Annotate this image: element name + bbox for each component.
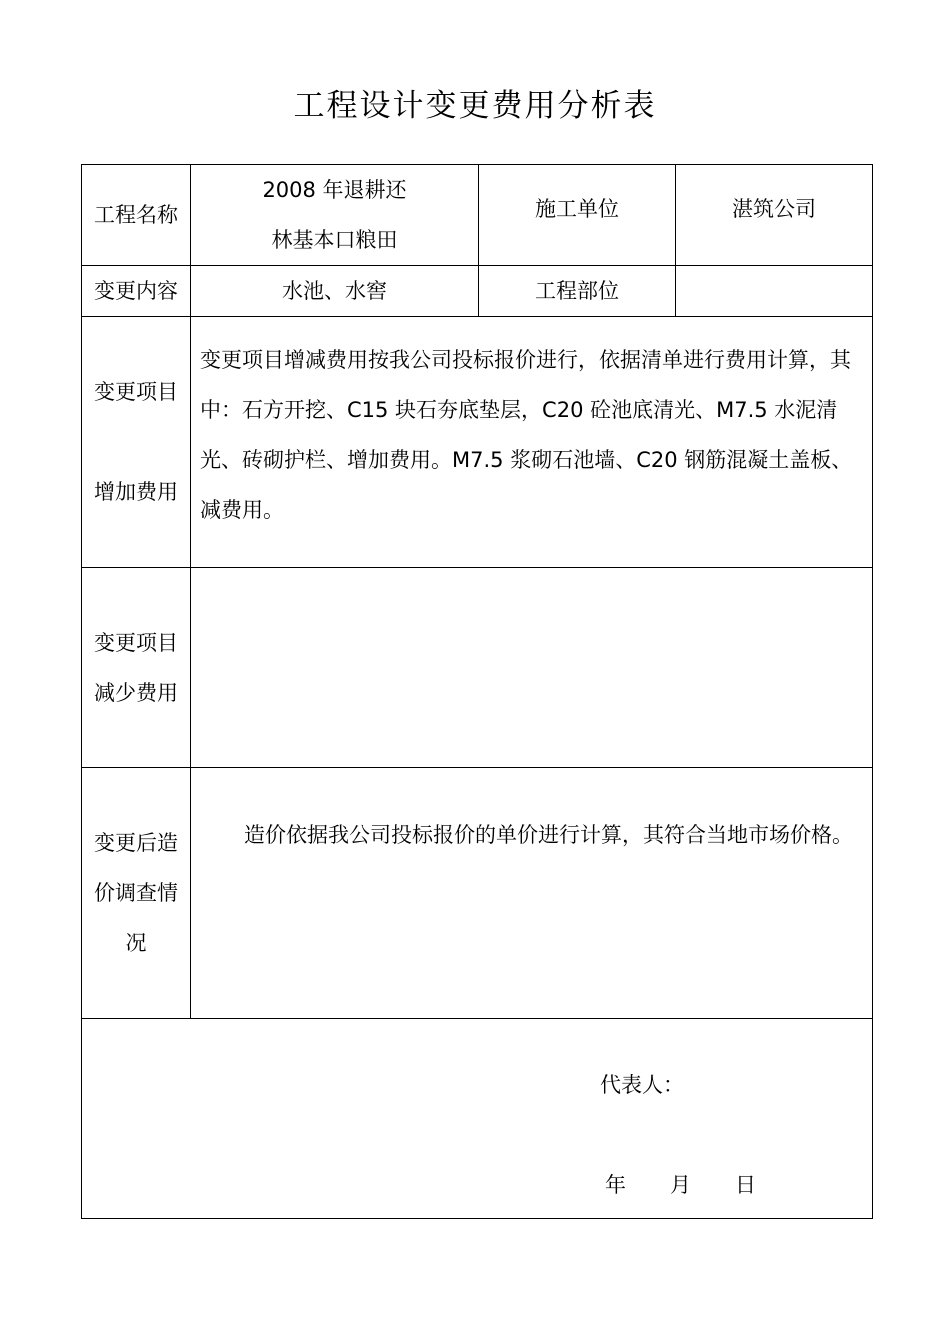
page-title: 工程设计变更费用分析表	[293, 88, 657, 124]
survey-label-line3: 况	[125, 931, 147, 955]
increase-label-line1: 变更项目	[94, 380, 178, 404]
decrease-label-cell	[82, 568, 191, 768]
table-row	[82, 768, 873, 1019]
year-label: 年	[605, 1173, 626, 1197]
change-content-label: 变更内容	[94, 279, 178, 303]
table-row	[82, 266, 873, 317]
change-content-value: 水池、水窖	[282, 279, 387, 303]
project-name-line2: 林基本口粮田	[271, 228, 398, 252]
contractor-value: 湛筑公司	[732, 197, 816, 221]
contractor-value-cell	[676, 165, 873, 266]
survey-label-line2: 价调查情	[94, 881, 178, 905]
decrease-label-line1: 变更项目	[94, 630, 178, 655]
representative-label: 代表人：	[600, 1073, 684, 1097]
table-row	[82, 317, 873, 568]
project-name-label-cell	[82, 165, 191, 266]
project-part-label: 工程部位	[535, 279, 619, 303]
change-content-value-cell	[191, 266, 479, 317]
day-label: 日	[735, 1173, 756, 1197]
signature-date	[605, 1169, 756, 1199]
survey-label-cell	[82, 768, 191, 1019]
table-row	[82, 1019, 873, 1219]
signature-cell	[82, 1019, 873, 1219]
decrease-label-line2: 减少费用	[94, 680, 178, 705]
increase-text-cell	[191, 317, 873, 568]
project-part-label-cell	[479, 266, 676, 317]
table-row	[82, 165, 873, 266]
change-cost-table	[81, 164, 873, 1219]
table-row	[82, 568, 873, 768]
decrease-text-cell	[191, 568, 873, 768]
month-label: 月	[670, 1173, 691, 1197]
project-name-value-cell	[191, 165, 479, 266]
increase-label-cell	[82, 317, 191, 568]
survey-label-line1: 变更后造	[94, 831, 178, 855]
contractor-label-cell	[479, 165, 676, 266]
project-part-value-cell	[676, 266, 873, 317]
survey-text-cell	[191, 768, 873, 1019]
contractor-label: 施工单位	[535, 197, 619, 221]
survey-text: 造价依据我公司投标报价的单价进行计算，其符合当地市场价格。	[244, 823, 853, 847]
increase-label-line2: 增加费用	[94, 480, 178, 504]
project-name-line1: 2008 年退耕还	[262, 178, 407, 202]
change-content-label-cell	[82, 266, 191, 317]
increase-text: 变更项目增减费用按我公司投标报价进行，依据清单进行费用计算，其中：石方开挖、C15 块石夯底垫层，C20 砼池底清光、M7.5 水泥清光、砖砌护栏、增加费用。M7.5 浆砌石池墙、C20 钢筋混凝土盖板、减费用。	[200, 348, 853, 522]
project-name-label: 工程名称	[94, 203, 178, 227]
